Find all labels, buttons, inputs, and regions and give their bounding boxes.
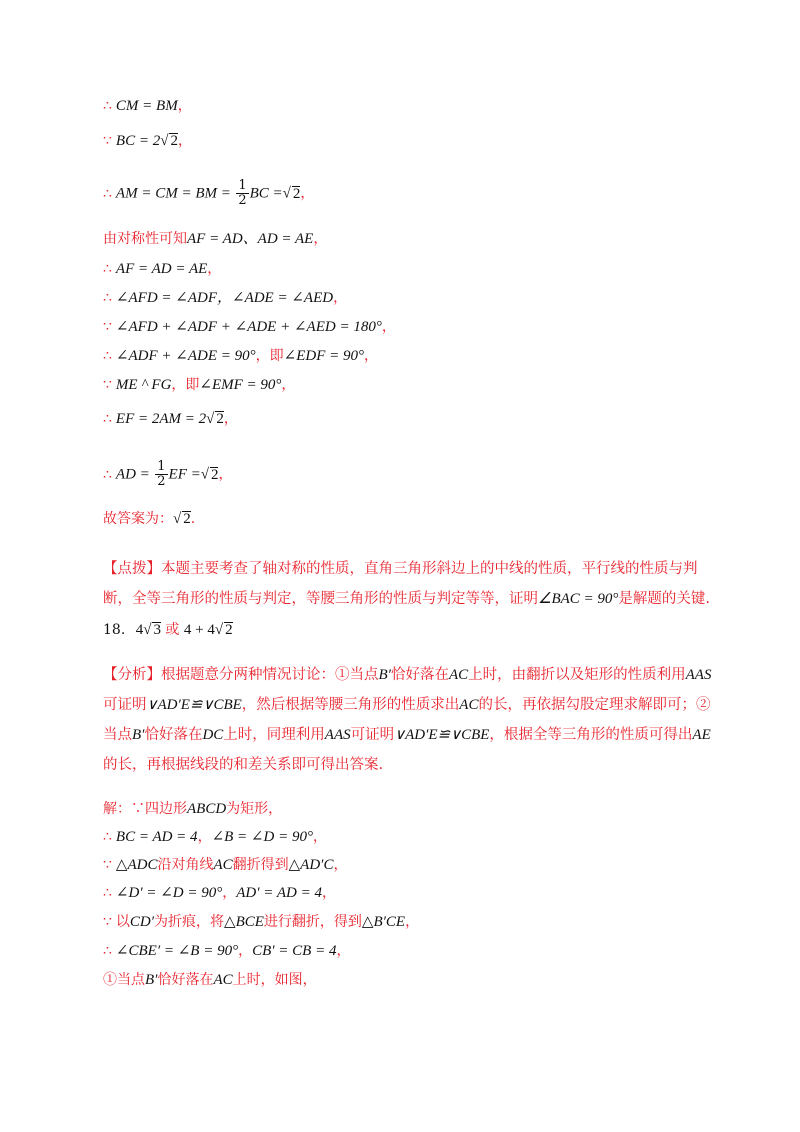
line-ef-value: ∴ EF = 2AM = 2√ 2，	[103, 411, 238, 427]
solution-line-7: ①当点B′恰好落在AC上时，如图，	[103, 972, 317, 988]
solution-line-3: ∵ △ADC沿对角线AC翻折得到△AD′C，	[103, 857, 348, 873]
tip-paragraph: 【点拨】本题主要考查了轴对称的性质，直角三角形斜边上的中线的性质，平行线的性质与判断，全等三角形的性质与判定，等腰三角形的性质与判定等等，证明∠BAC = 90°是解题的关键.	[103, 561, 711, 607]
solution-line-1: 解：∵四边形ABCD为矩形，	[103, 801, 283, 817]
question-number: 18.	[103, 622, 126, 638]
line-me-fg: ∵ ME ^ FG，即∠EMF = 90°，	[103, 377, 296, 393]
line-cm-bm: ∴ CM = BM，	[103, 98, 192, 114]
line-angle-sum: ∵ ∠AFD + ∠ADF + ∠ADE + ∠AED = 180°，	[103, 319, 396, 335]
fraction-one-half: $\frac{1}{2}$	[238, 178, 247, 208]
line-af-ad-ae: ∴ AF = AD = AE，	[103, 261, 222, 277]
line-edf-90: ∴ ∠ADF + ∠ADE = 90°，即∠EDF = 90°，	[103, 348, 378, 364]
solution-line-6: ∴ ∠CBE′ = ∠B = 90°，CB′ = CB = 4，	[103, 943, 351, 959]
line-symmetry: 由对称性可知AF = AD、AD = AE，	[103, 231, 328, 247]
line-ad-value: ∴ AD = $\frac{1}{2}$ EF =√ 2，	[103, 459, 233, 489]
solution-line-5: ∵ 以CD′为折痕，将△BCE进行翻折，得到△B′CE，	[103, 914, 420, 930]
line-bc-value: ∵ BC = 2√ 2，	[103, 133, 192, 149]
analysis-paragraph: 【分析】根据题意分两种情况讨论：①当点B′恰好落在AC上时，由翻折以及矩形的性质利用AAS可证明∨AD′E≌∨CBE，然后根据等腰三角形的性质求出AC的长，再依据勾股定理求解即可；②当点B′恰好落在DC上时，同理利用AAS可证明∨AD′E≌∨CBE，根据全等三角形的性质可得出AE的长，再根据线段的和差关系即可得出答案.	[103, 667, 712, 773]
solution-line-4: ∴ ∠D′ = ∠D = 90°，AD′ = AD = 4，	[103, 885, 336, 901]
line-am-equals: ∴ AM = CM = BM = $\frac{1}{2}$ BC =√ 2，	[103, 178, 315, 208]
line-answer: 故答案为：√ 2.	[103, 511, 196, 527]
fraction-one-half: $\frac{1}{2}$	[157, 459, 166, 489]
question-18-answer: 18. 4√ 3 或 4 + 4√ 2	[103, 622, 233, 638]
line-angles-equal: ∴ ∠AFD = ∠ADF，∠ADE = ∠AED，	[103, 290, 348, 306]
solution-line-2: ∴ BC = AD = 4，∠B = ∠D = 90°，	[103, 829, 327, 845]
